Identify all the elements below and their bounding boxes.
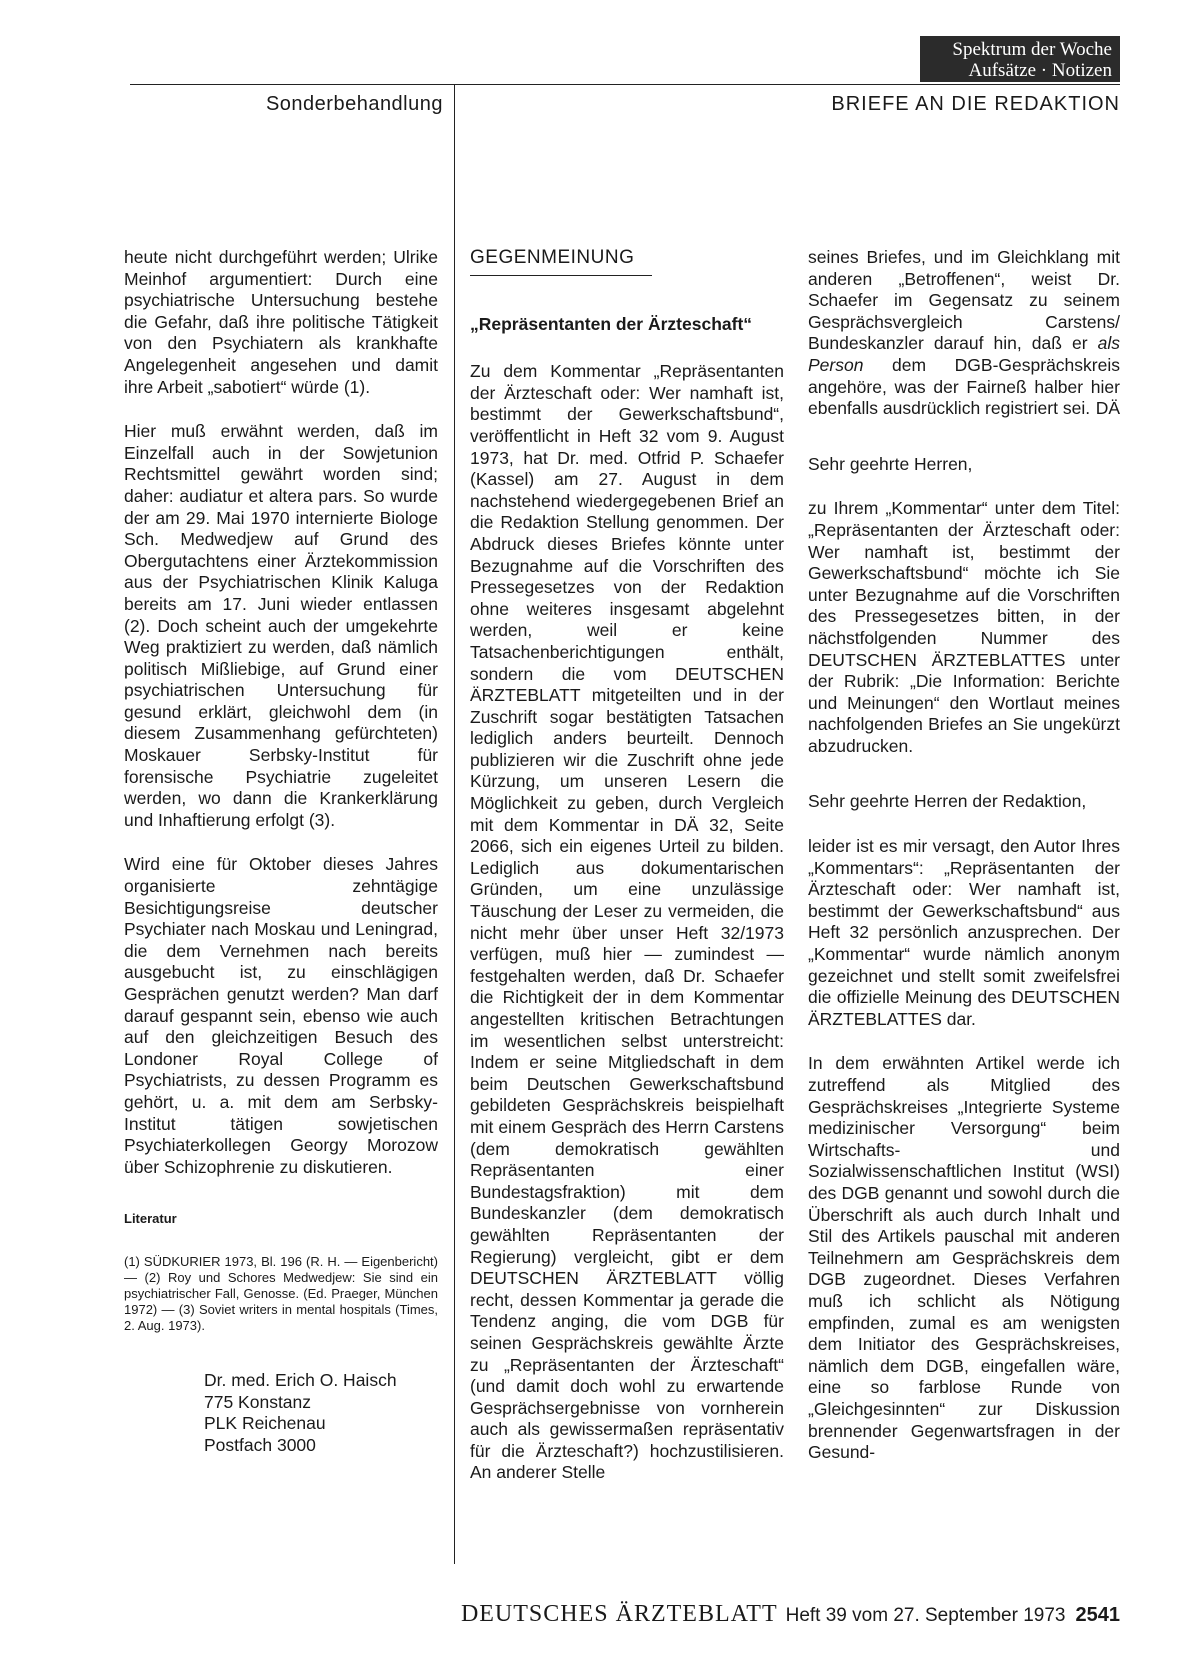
paragraph: seines Briefes, und im Gleichklang mit anderen „Betroffenen“, weist Dr. Schaefer im Gegensatz zu seinem Gesprächsvergleich Carstens/ Bundeskanzler darauf hin, daß er als Person dem DGB-Gesprächskreis angehöre, was der Fairneß halber hier ebenfalls ausdrücklich registriert sei. DÄ bbox=[808, 247, 1120, 419]
page-number: 2541 bbox=[1075, 1604, 1120, 1626]
literature-text: (1) SÜDKURIER 1973, Bl. 196 (R. H. — Eigenbericht) — (2) Roy und Schores Medwedjew: Sie sind ein psychiatrischer Fall, Genosse. (Ed. Praeger, München 1972) — (3) Soviet writers in mental hospitals (Times, 2. Aug. 1973). bbox=[124, 1253, 438, 1333]
editor-signature: DÄ bbox=[1095, 398, 1120, 419]
author-address bbox=[204, 1370, 438, 1456]
column-middle bbox=[470, 247, 784, 1507]
address-line: 775 Konstanz bbox=[204, 1391, 312, 1412]
article-title: „Repräsentanten der Ärzteschaft“ bbox=[470, 313, 753, 334]
header-right-title: BRIEFE AN DIE REDAKTION bbox=[831, 93, 1120, 115]
header-rule bbox=[130, 84, 1120, 85]
paragraph: In dem erwähnten Artikel werde ich zutreffend als Mitglied des Gesprächskreises „Integrierte Systeme medizinischer Versorgung“ beim Wirtschafts- und Sozialwissenschaftlichen Institut (WSI) des DGB genannt und sowohl durch die Überschrift als auch durch Inhalt und Stil des Artikels pauschal mit anderen Teilnehmern am Gesprächskreis dem DGB zugeordnet. Dieses Verfahren muß ich schlicht als Nötigung empfinden, zumal es am wenigsten dem Initiator des Gesprächskreises, nämlich dem DGB, eingefallen wäre, eine so farblose Runde von „Gleichgesinnten“ zur Diskussion brennender Gegenwartsfragen in der Gesund- bbox=[808, 1053, 1120, 1463]
section-title: GEGENMEINUNG bbox=[470, 247, 652, 276]
address-line: Dr. med. Erich O. Haisch bbox=[204, 1369, 397, 1390]
paragraph: Hier muß erwähnt werden, daß im Einzelfall auch in der Sowjetunion Rechtsmittel gewährt worden sind; daher: audiatur et altera pars. So wurde der am 29. Mai 1970 internierte Biologe Sch. Medwedjew auf Grund des Obergutachtens einer Ärztekommission aus der Psychiatrischen Klinik Kaluga bereits am 17. Juni wieder entlassen (2). Doch scheint auch der umgekehrte Weg praktiziert zu werden, daß nämlich politisch Mißliebige, auf Grund einer psychiatrischen Untersuchung für gesund erklärt, gleichwohl dem (in diesem Zusammenhang gefürchteten) Moskauer Serbsky-Institut für forensische Psychiatrie zugeleitet werden, wo dann die Krankerklärung und Inhaftierung erfolgt (3). bbox=[124, 421, 438, 830]
salutation: Sehr geehrte Herren der Redaktion, bbox=[808, 791, 1087, 812]
address-line: Postfach 3000 bbox=[204, 1434, 316, 1455]
literature-heading: Literatur bbox=[124, 1211, 177, 1227]
badge-line-2: Aufsätze · Notizen bbox=[968, 60, 1112, 81]
paragraph: heute nicht durchgeführt werden; Ulrike Meinhof argumentiert: Durch eine psychiatrische Untersuchung bestehe die Gefahr, daß ihre politische Tätigkeit von den Psychiatern als krankhafte Angelegenheit angesehen und damit ihre Arbeit „sabotiert“ würde (1). bbox=[124, 247, 438, 397]
column-left bbox=[124, 247, 438, 1456]
section-badge bbox=[920, 36, 1120, 82]
paragraph: Zu dem Kommentar „Repräsentanten der Ärzteschaft oder: Wer namhaft ist, bestimmt der Gewerkschaftsbund“, veröffentlicht in Heft 32 vom 9. August 1973, hat Dr. med. Otfrid P. Schaefer (Kassel) am 27. August in dem nachstehend wiedergegebenen Brief an die Redaktion Stellung genommen. Der Abdruck dieses Briefes könnte unter Bezugnahme auf die Vorschriften des Pressegesetzes von der Redaktion ohne weiteres insgesamt abgelehnt werden, weil er keine Tatsachenberichtigungen enthält, sondern die vom DEUTSCHEN ÄRZTEBLATT mitgeteilten und in der Zuschrift sogar bestätigten Tatsachen lediglich anders beurteilt. Dennoch publizieren wir die Zuschrift ohne jede Kürzung, um unseren Lesern die Möglichkeit zu geben, durch Vergleich mit dem Kommentar in DÄ 32, Seite 2066, sich ein eigenes Urteil zu bilden. Lediglich aus dokumentarischen Gründen, um eine unzulässige Täuschung der Leser zu vermeiden, die nicht mehr über unser Heft 32/1973 verfügen, muß hier — zumindest — festgehalten werden, daß Dr. Schaefer die Richtigkeit der in dem Kommentar angestellten kritischen Betrachtungen im wesentlichen selbst unterstreicht: Indem er seine Mitgliedschaft in dem beim Deutschen Gewerkschaftsbund gebildeten Gesprächskreis beispielhaft mit einem Gespräch des Herrn Carstens (dem demokratisch gewählten Repräsentanten einer Bundestagsfraktion) mit dem Bundeskanzler (dem demokratisch gewählten Repräsentanten der Regierung) vergleicht, gibt er dem DEUTSCHEN ÄRZTEBLATT völlig recht, dessen Kommentar ja gerade die Tendenz anging, die vom DGB für seinen Gesprächskreis gewählte Ärzte zu „Repräsentanten der Ärzteschaft“ (und damit doch wohl zu erwartende Gesprächsergebnisse von vornherein auch als gewissermaßen repräsentativ für die Ärzteschaft?) hochzustilisieren. An anderer Stelle bbox=[470, 361, 784, 1483]
salutation: Sehr geehrte Herren, bbox=[808, 453, 973, 474]
emphasis: als Person bbox=[808, 333, 1120, 375]
address-line: PLK Reichenau bbox=[204, 1413, 326, 1434]
header-left-title: Sonderbehandlung bbox=[265, 93, 443, 115]
column-right bbox=[808, 247, 1120, 1487]
page-footer bbox=[440, 1601, 1120, 1628]
issue-info: Heft 39 vom 27. September 1973 bbox=[785, 1605, 1066, 1626]
column-divider bbox=[454, 84, 455, 1564]
paragraph: Wird eine für Oktober dieses Jahres organisierte zehntägige Besichtigungsreise deutscher Psychiater nach Moskau und Leningrad, die dem Vernehmen nach bereits ausgebucht ist, zu einschlägigen Gesprächen genutzt werden? Man darf darauf gespannt sein, ebenso wie auch auf den gleichzeitigen Besuch des Londoner Royal College of Psychiatrists, zu dessen Programm es gehört, u. a. mit dem am Serbsky-Institut tätigen sowjetischen Psychiaterkollegen Georgy Morozow über Schizophrenie zu diskutieren. bbox=[124, 854, 438, 1177]
paragraph: leider ist es mir versagt, den Autor Ihres „Kommentars“: „Repräsentanten der Ärzteschaft oder: Wer namhaft ist, bestimmt der Gewerkschaftsbund“ aus Heft 32 persönlich anzusprechen. Der „Kommentar“ wurde nämlich anonym gezeichnet und stellt somit zweifelsfrei die offizielle Meinung des DEUTSCHEN ÄRZTEBLATTES dar. bbox=[808, 836, 1120, 1029]
paragraph: zu Ihrem „Kommentar“ unter dem Titel: „Repräsentanten der Ärzteschaft oder: Wer namhaft ist, bestimmt der Gewerkschaftsbund“ möchte ich Sie unter Bezugnahme auf die Vorschriften des Pressegesetzes bitten, in der nächstfolgenden Nummer des DEUTSCHEN ÄRZTEBLATTES unter der Rubrik: „Die Information: Berichte und Meinungen“ den Wortlaut meines nachfolgenden Briefes an Sie ungekürzt abzudrucken. bbox=[808, 498, 1120, 756]
badge-line-1: Spektrum der Woche bbox=[952, 39, 1112, 60]
journal-name: DEUTSCHES ÄRZTEBLATT bbox=[460, 1601, 778, 1627]
